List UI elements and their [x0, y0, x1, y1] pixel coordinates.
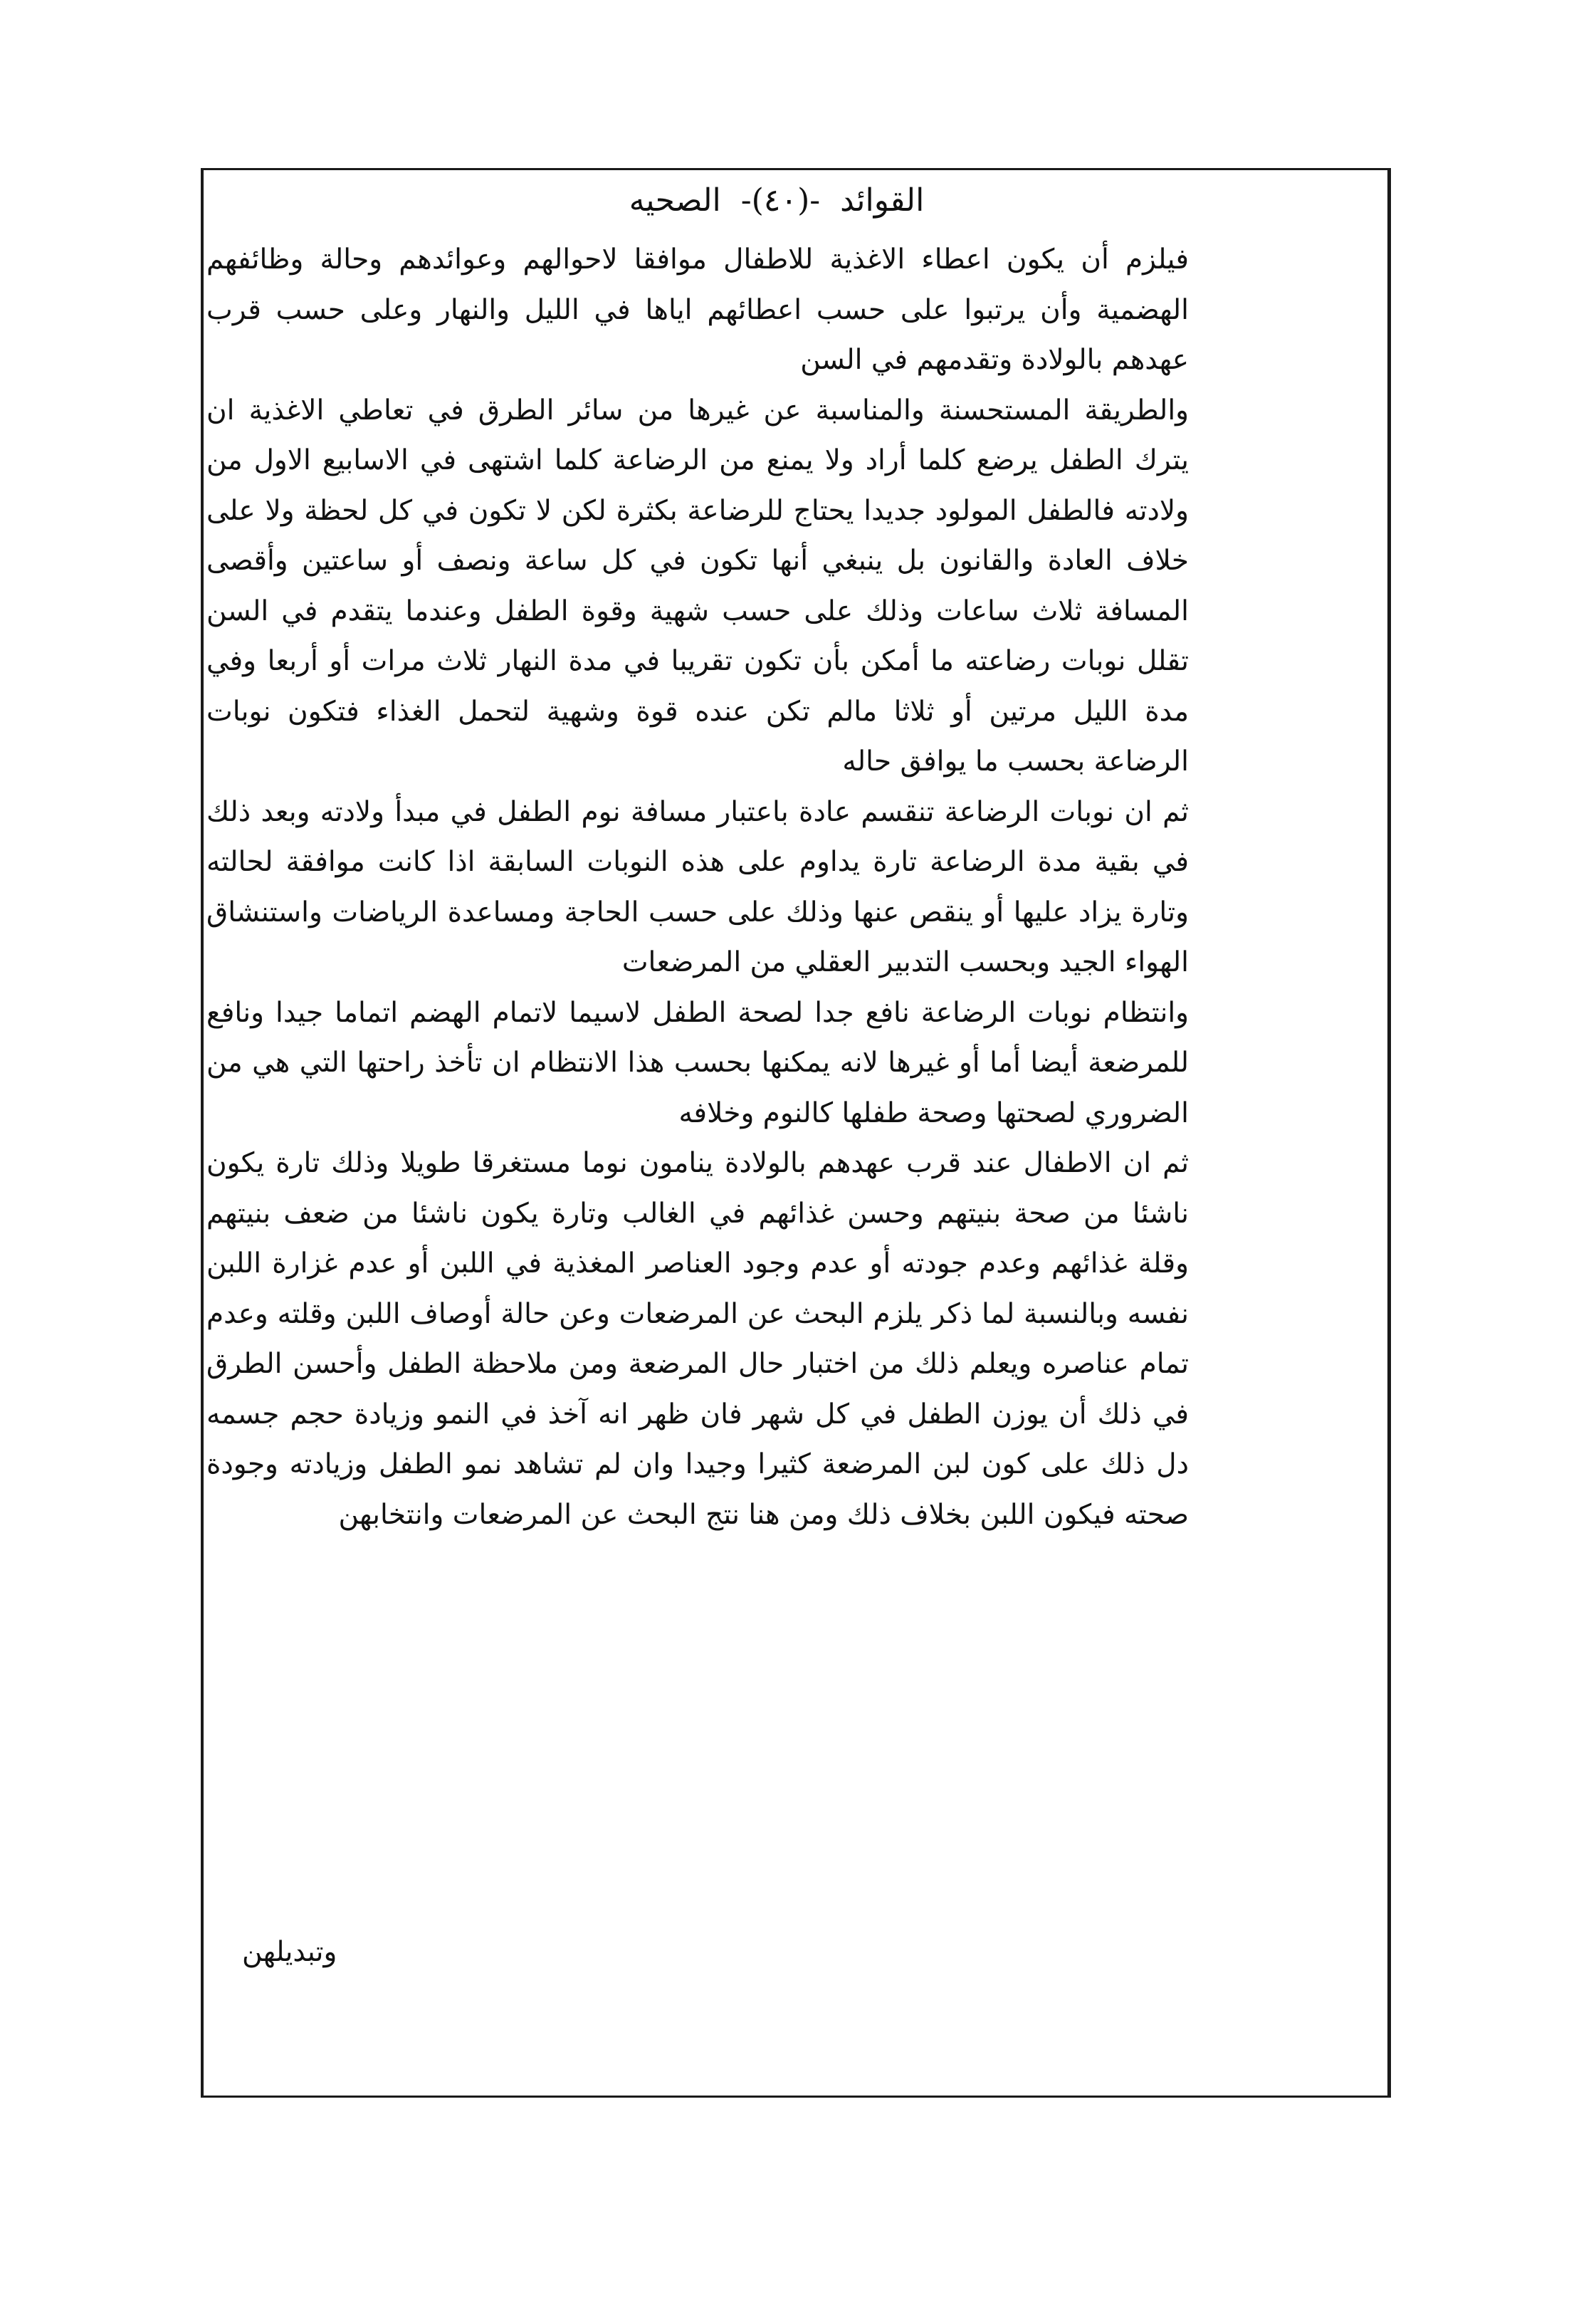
body-text — [206, 235, 1189, 1540]
paragraph-2: والطريقة المستحسنة والمناسبة عن غيرها من سائر الطرق في تعاطي الاغذية ان يترك الطفل يرضع كلما أراد ولا يمنع من الرضاعة كلما اشتهى في الاسابيع الاول من ولادته فالطفل المولود جديدا يحتاج للرضاعة بكثرة لكن لا تكون في كل لحظة ولا على خلاف العادة والقانون بل ينبغي أنها تكون في كل ساعة ونصف أو ساعتين وأقصى المسافة ثلاث ساعات وذلك على حسب شهية وقوة الطفل وعندما يتقدم في السن تقلل نوبات رضاعته ما أمكن بأن تكون تقريبا في مدة النهار ثلاث مرات أو أربعا وفي مدة الليل مرتين أو ثلاثا مالم تكن عنده قوة وشهية لتحمل الغذاء فتكون نوبات الرضاعة بحسب ما يوافق حاله — [206, 394, 1189, 778]
header-right-label: القوائد — [840, 182, 925, 219]
paragraph-4: وانتظام نوبات الرضاعة نافع جدا لصحة الطفل لاسيما لاتمام الهضم اتماما جيدا ونافع للمرضعة أيضا أما أو غيرها لانه يمكنها بحسب هذا الانتظام ان تأخذ راحتها التي هي من الضروري لصحتها وصحة طفلها كالنوم وخلافه — [206, 996, 1189, 1129]
paragraph-3: ثم ان نوبات الرضاعة تنقسم عادة باعتبار مسافة نوم الطفل في مبدأ ولادته وبعد ذلك في بقية مدة الرضاعة تارة يداوم على هذه النوبات السابقة اذا كانت موافقة لحالته وتارة يزاد عليها أو ينقص عنها وذلك على حسب الحاجة ومساعدة الرياضات واستنشاق الهواء الجيد وبحسب التدبير العقلي من المرضعات — [206, 795, 1189, 978]
header-left-label: الصحيه — [629, 182, 721, 219]
catchword: وتبديلهن — [242, 1936, 337, 1968]
page-number: -(٤٠)- — [740, 182, 821, 219]
running-header — [214, 179, 1340, 222]
paragraph-5: ثم ان الاطفال عند قرب عهدهم بالولادة ينامون نوما مستغرقا طويلا وذلك تارة يكون ناشئا من صحة بنيتهم وحسن غذائهم في الغالب وتارة يكون ناشئا من ضعف بنيتهم وقلة غذائهم وعدم جودته أو عدم وجود العناصر المغذية في اللبن أو عدم غزارة اللبن نفسه وبالنسبة لما ذكر يلزم البحث عن المرضعات وعن حالة أوصاف اللبن وقلته وعدم تمام عناصره ويعلم ذلك من اختبار حال المرضعة ومن ملاحظة الطفل وأحسن الطرق في ذلك أن يوزن الطفل في كل شهر فان ظهر انه آخذ في النمو وزيادة حجم جسمه دل ذلك على كون لبن المرضعة كثيرا وجيدا وان لم تشاهد نمو الطفل وزيادته وجودة صحته فيكون اللبن بخلاف ذلك ومن هنا نتج البحث عن المرضعات وانتخابهن — [206, 1147, 1189, 1531]
paragraph-1: فيلزم أن يكون اعطاء الاغذية للاطفال موافقا لاحوالهم وعوائدهم وحالة وظائفهم الهضمية وأن يرتبوا على حسب اعطائهم اياها في الليل والنهار وعلى حسب قرب عهدهم بالولادة وتقدمهم في السن — [206, 244, 1189, 376]
